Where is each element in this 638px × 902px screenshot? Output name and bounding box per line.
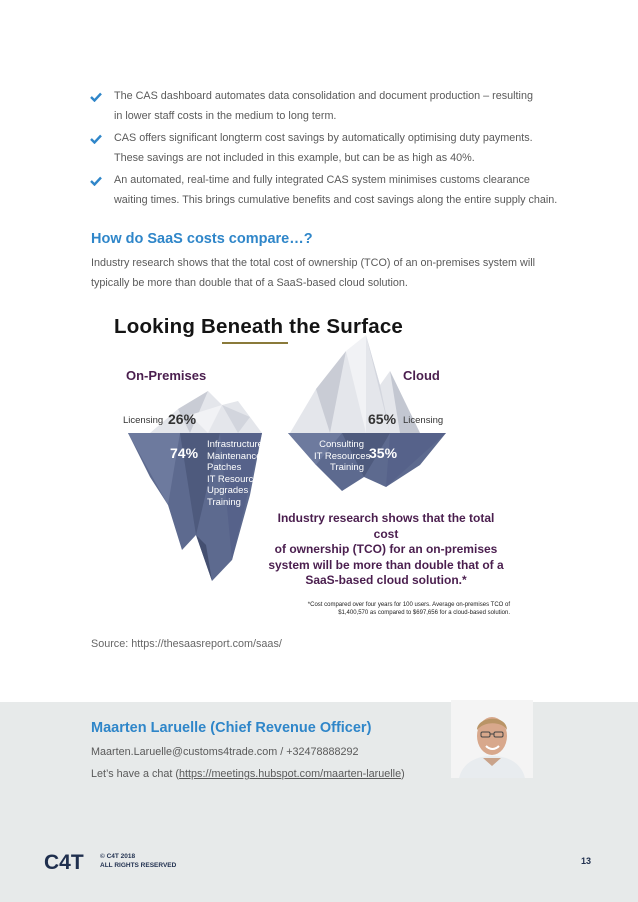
benefit-bullet-list: [90, 86, 560, 212]
section-paragraph: [91, 253, 551, 293]
cloud-iceberg-top: [290, 335, 420, 433]
cost-item: IT Resources: [314, 450, 371, 462]
c4t-logo: [44, 850, 94, 872]
iceberg-infographic: [90, 305, 550, 635]
svg-text:C4T: C4T: [44, 851, 84, 872]
page-footer: [0, 840, 638, 880]
copyright-line: ALL RIGHTS RESERVED: [100, 862, 177, 869]
title-underline: [222, 342, 288, 344]
bullet-item: [90, 170, 560, 210]
contact-chat-line: [91, 768, 405, 780]
on-prem-licensing-label: Licensing: [123, 415, 164, 426]
meeting-link[interactable]: https://meetings.hubspot.com/maarten-laruelle: [179, 768, 402, 780]
bullet-line: waiting times. This brings cumulative benefits and cost savings along the entire supply chain.: [114, 194, 558, 206]
bullet-text: [114, 86, 533, 126]
cloud-cost-list: [314, 439, 371, 474]
contact-email-phone: Maarten.Laruelle@customs4trade.com / +32478888292: [91, 746, 359, 758]
copyright-line: © C4T 2018: [100, 853, 136, 860]
cost-item: Training: [207, 496, 241, 508]
source-citation: Source: https://thesaasreport.com/saas/: [91, 638, 282, 650]
infographic-claim: [266, 511, 506, 589]
cost-item: Infrastructure: [207, 439, 263, 450]
on-prem-heading: On-Premises: [126, 368, 207, 383]
checkmark-icon: [90, 86, 114, 107]
checkmark-icon: [90, 170, 114, 191]
bullet-text: [114, 170, 557, 210]
claim-line: SaaS-based cloud solution.*: [305, 573, 467, 587]
infographic-footnote: [275, 601, 510, 617]
bullet-item: [90, 128, 560, 168]
footnote-line: $1,400,570 as compared to $697,656 for a cloud-based solution.: [338, 610, 510, 616]
cloud-iceberg-under: [288, 433, 446, 491]
bullet-line: These savings are not included in this example, but can be as high as 40%.: [114, 152, 475, 164]
bullet-line: The CAS dashboard automates data consolidation and document production – resulting: [114, 90, 533, 102]
cost-item: Patches: [207, 462, 242, 473]
bullet-line: in lower staff costs in the medium to long term.: [114, 110, 337, 122]
infographic-title: Looking Beneath the Surface: [114, 315, 404, 338]
on-prem-licensing-pct: 26%: [168, 411, 197, 427]
cloud-heading: Cloud: [403, 368, 440, 383]
portrait-illustration: [451, 700, 533, 778]
cost-item: Maintenance: [207, 450, 262, 462]
on-prem-below-pct: 74%: [170, 445, 199, 461]
contact-photo: [451, 700, 533, 778]
bullet-line: CAS offers significant longterm cost savings by automatically optimising duty payments.: [114, 132, 533, 144]
claim-line: Industry research shows that the total cost: [277, 511, 495, 541]
cost-item: Upgrades: [207, 485, 249, 496]
cloud-licensing-pct: 65%: [368, 411, 397, 427]
on-prem-cost-list: [207, 439, 263, 508]
section-heading: How do SaaS costs compare…?: [91, 231, 313, 247]
paragraph-line: typically be more than double that of a SaaS-based cloud solution.: [91, 277, 408, 289]
chat-prefix: Let’s have a chat (: [91, 768, 180, 780]
claim-line: of ownership (TCO) for an on-premises: [274, 542, 498, 556]
chat-suffix: ): [401, 768, 405, 780]
cost-item: IT Resources: [207, 473, 264, 485]
cost-item: Training: [330, 462, 364, 473]
page-number: 13: [581, 856, 592, 866]
on-prem-iceberg-top: [150, 391, 262, 433]
paragraph-line: Industry research shows that the total cost of ownership (TCO) of an on-premises system will: [91, 257, 536, 269]
footnote-line: *Cost compared over four years for 100 users. Average on-premises TCO of: [307, 602, 510, 608]
copyright-notice: [100, 852, 176, 870]
bullet-text: [114, 128, 533, 168]
claim-line: system will be more than double that of a: [268, 557, 504, 572]
cost-item: Consulting: [319, 439, 364, 450]
cloud-licensing-label: Licensing: [403, 415, 444, 426]
cloud-below-pct: 35%: [369, 445, 398, 461]
checkmark-icon: [90, 128, 114, 149]
bullet-item: [90, 86, 560, 126]
contact-name: Maarten Laruelle (Chief Revenue Officer): [91, 720, 372, 736]
bullet-line: An automated, real-time and fully integrated CAS system minimises customs clearance: [114, 174, 530, 186]
